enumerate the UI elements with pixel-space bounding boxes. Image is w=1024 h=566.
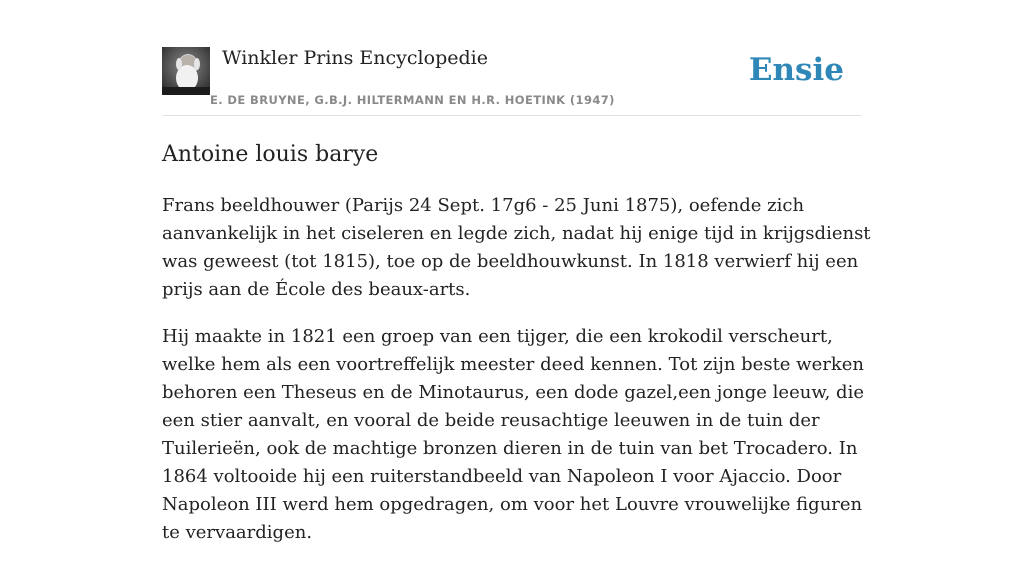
header	[162, 46, 862, 116]
article-paragraph: Frans beeldhouwer (Parijs 24 Sept. 17g6 - 25 Juni 1875), oefende zich aanvankelijk in het ciseleren en legde zich, nadat hij enige tijd in krijgsdienst was geweest (tot 1815), toe op de beeldhouwkunst. In 1818 verwierf hij een prijs aan de École des beaux-arts.	[162, 195, 871, 300]
article-title: Antoine louis barye	[162, 142, 379, 167]
authors-line: E. DE BRUYNE, G.B.J. HILTERMANN EN H.R. HOETINK (1947)	[210, 93, 615, 107]
article-body	[162, 192, 872, 566]
portrait-icon	[162, 47, 210, 95]
encyclopedia-title[interactable]: Winkler Prins Encyclopedie	[222, 47, 488, 69]
site-logo[interactable]: Ensie	[748, 52, 844, 88]
article-paragraph: Hij maakte in 1821 een groep van een tijger, die een krokodil verscheurt, welke hem als een voortreffelijk meester deed kennen. Tot zijn beste werken behoren een Theseus en de Minotaurus, een dode gazel,een jonge leeuw, die een stier aanvalt, en vooral de beide reusachtige leeuwen in de tuin der Tuilerieën, ook de machtige bronzen dieren in de tuin van bet Trocadero. In 1864 voltooide hij een ruiterstandbeeld van Napoleon I voor Ajaccio. Door Napoleon III werd hem opgedragen, om voor het Louvre vrouwelijke figuren te vervaardigen.	[162, 326, 864, 543]
author-avatar[interactable]	[162, 47, 210, 95]
